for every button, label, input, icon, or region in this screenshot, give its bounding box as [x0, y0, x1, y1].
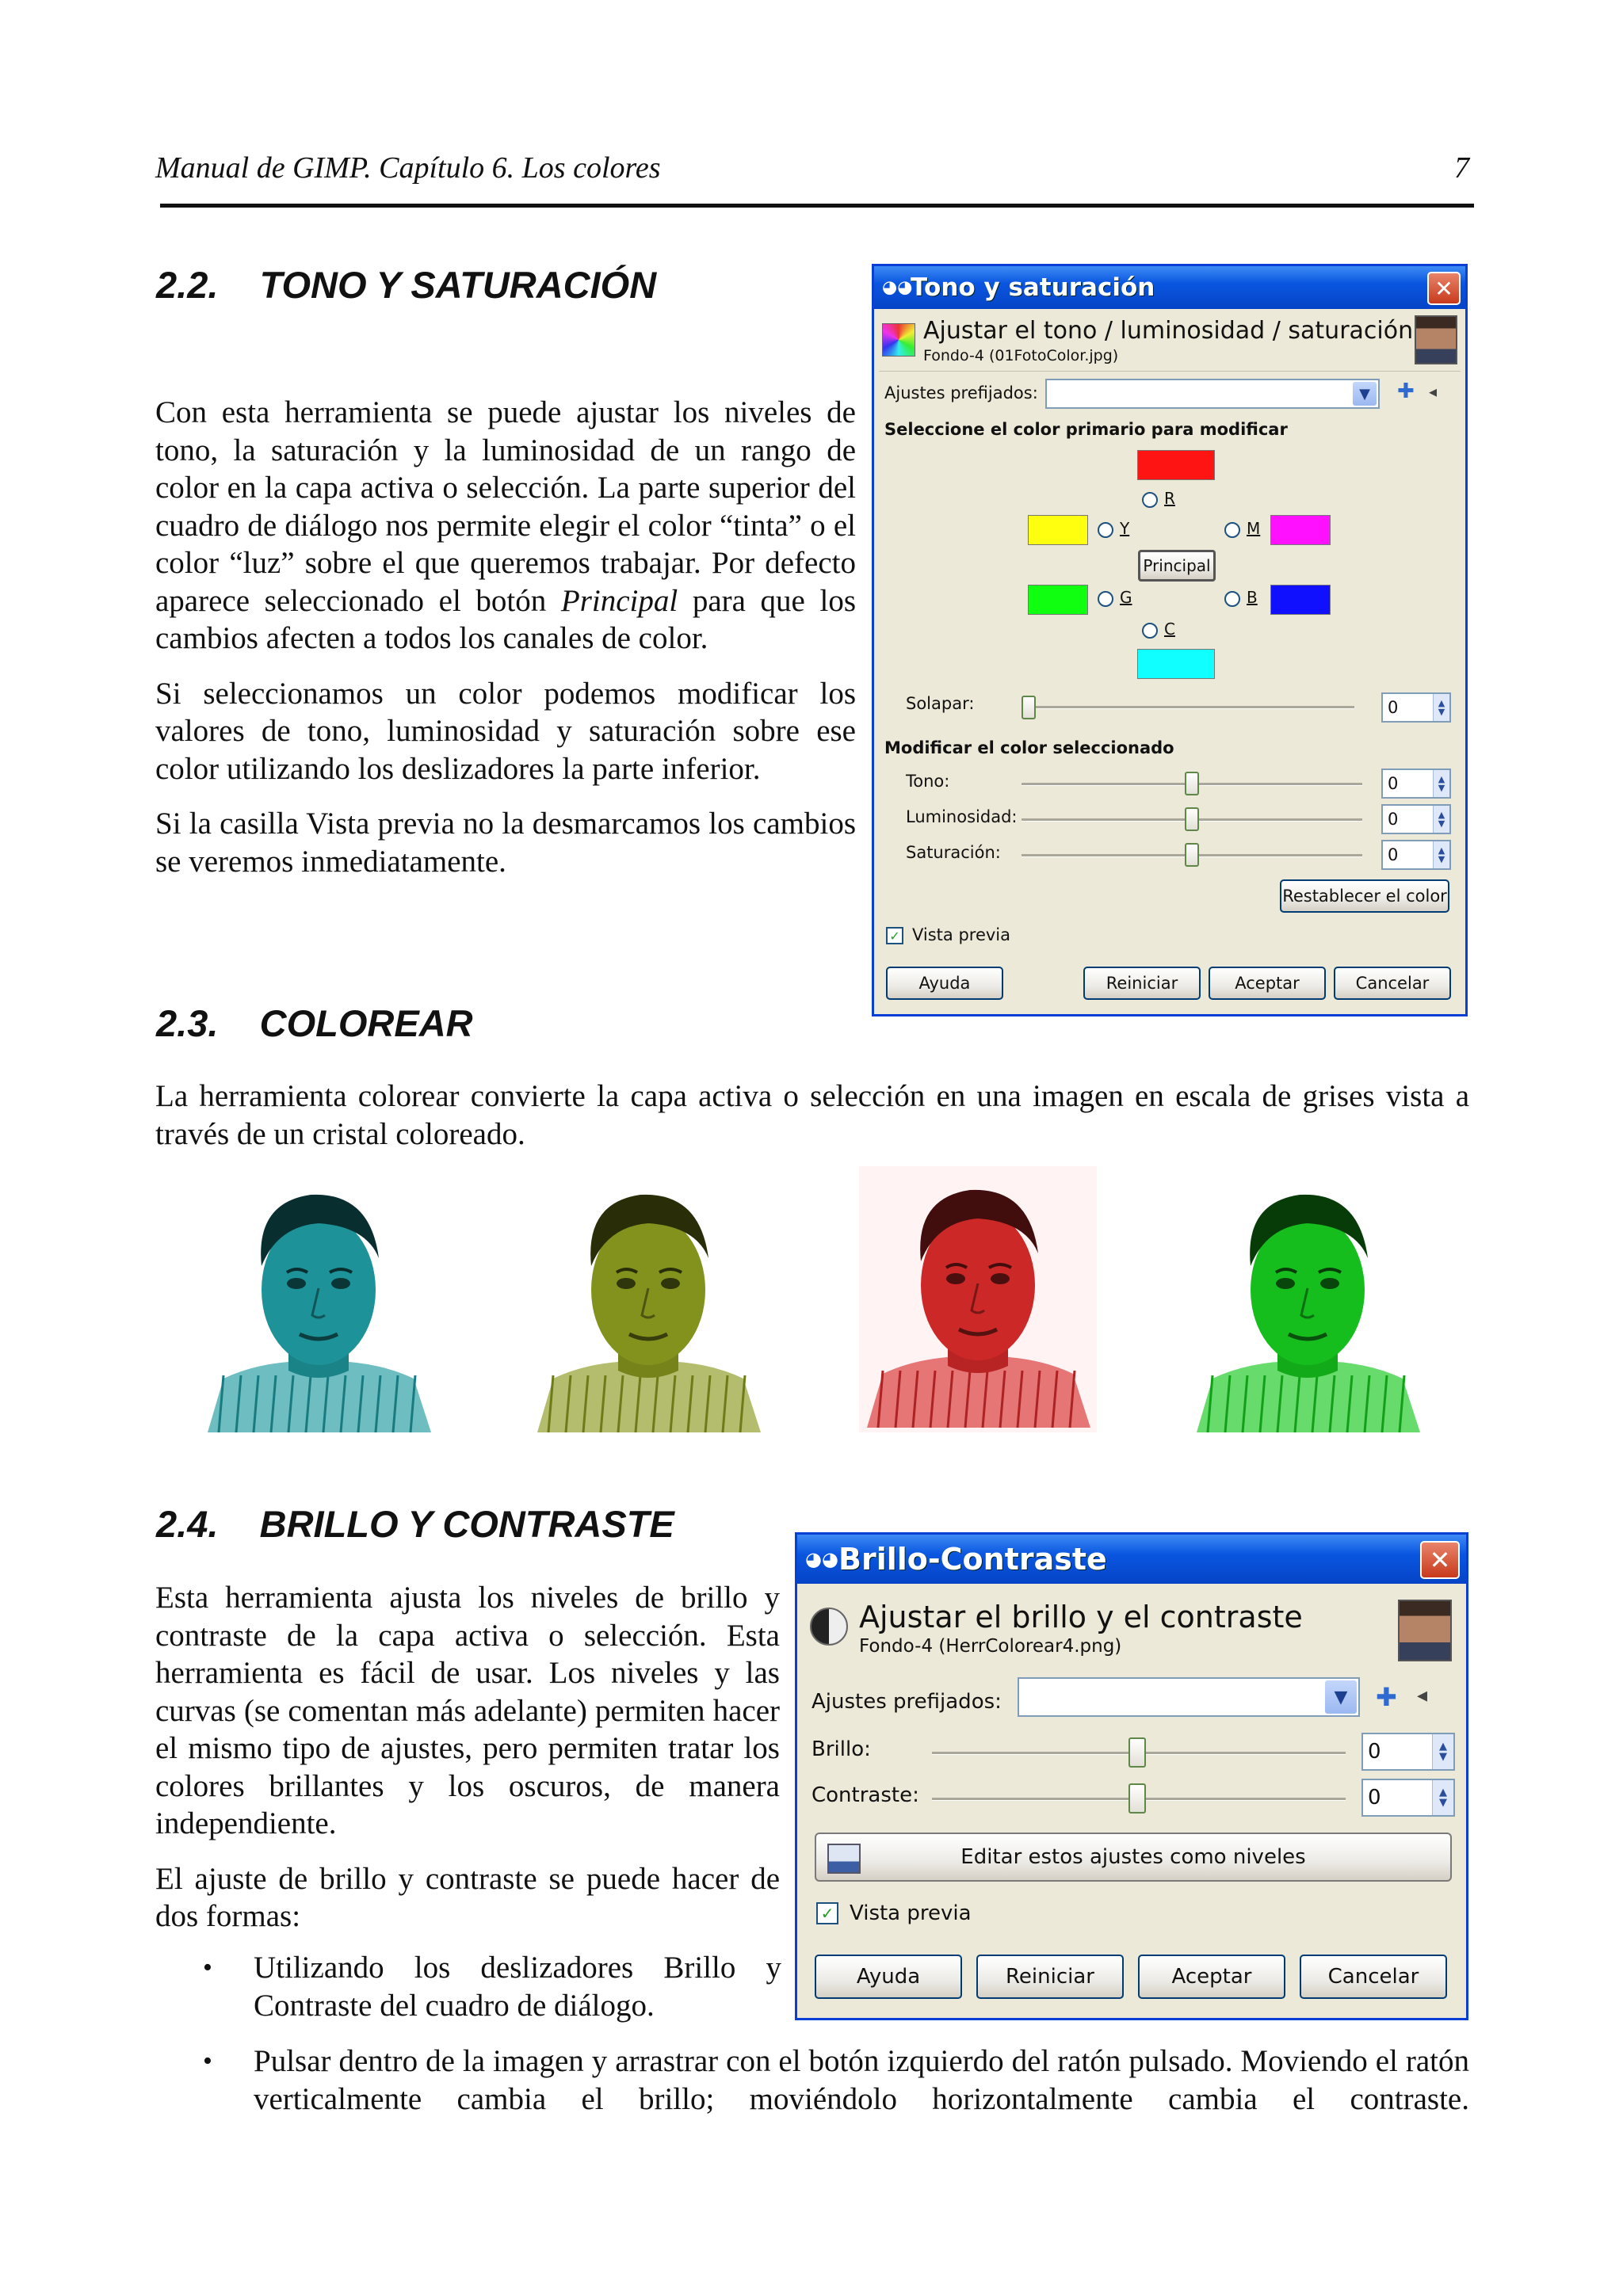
- section-title: COLOREAR: [259, 1002, 473, 1044]
- bullet-icon: •: [203, 2046, 212, 2076]
- left-eye: [1276, 1278, 1295, 1289]
- reset-button[interactable]: [1083, 967, 1201, 1000]
- lightness-slider-thumb[interactable]: [1185, 807, 1199, 831]
- section-number: 2.4.: [156, 1503, 219, 1545]
- button-label: Editar estos ajustes como niveles: [960, 1845, 1306, 1869]
- bullet-text: Utilizando los deslizadores Brillo y Contraste del cuadro de diálogo.: [254, 1951, 781, 2023]
- section-2-4-heading: [156, 1502, 674, 1546]
- levels-icon: [827, 1844, 861, 1874]
- reset-button[interactable]: [976, 1955, 1124, 1999]
- spin-arrows-icon: ▲ ▼: [1433, 806, 1449, 833]
- radio-c-label: C: [1164, 620, 1175, 639]
- dialog-heading: Ajustar el tono / luminosidad / saturación: [923, 317, 1414, 345]
- dialog-title: Tono y saturación: [911, 273, 1155, 302]
- spin-arrows-icon: ▲ ▼: [1433, 694, 1449, 721]
- text-span: Con esta herramienta se puede ajustar los niveles de tono, la saturación y la luminosidad de un rango de color en la capa activa o selección. La parte superior del cuadro de diálogo nos permite elegir el color “tinta” o el color “luz” sobre el que queremos trabajar. Por defecto aparece seleccionado el botón: [155, 395, 856, 618]
- colorized-portrait-red: [859, 1166, 1097, 1432]
- hue-spinbox[interactable]: [1381, 769, 1451, 799]
- section-2-3-heading: [156, 1001, 473, 1045]
- presets-label: Ajustes prefijados:: [812, 1690, 1002, 1714]
- section-title: BRILLO Y CONTRASTE: [259, 1503, 674, 1545]
- right-eye: [1320, 1278, 1339, 1289]
- saturation-spinbox[interactable]: [1381, 840, 1451, 870]
- bullet-icon: •: [203, 1953, 212, 1982]
- modify-color-label: Modificar el color seleccionado: [884, 738, 1174, 757]
- add-preset-icon[interactable]: ✚: [1376, 1682, 1397, 1712]
- button-label: Aceptar: [1171, 1965, 1252, 1989]
- lightness-spinbox[interactable]: [1381, 804, 1451, 834]
- spin-value: 0: [1368, 1786, 1381, 1810]
- left-eye: [287, 1278, 306, 1289]
- page-number: 7: [1454, 151, 1469, 185]
- overlap-slider-thumb[interactable]: [1022, 696, 1036, 719]
- dialog-header: [804, 1590, 1460, 1663]
- header-rule: [160, 204, 1474, 208]
- saturation-label: Saturación:: [906, 843, 1001, 862]
- ok-button[interactable]: [1138, 1955, 1285, 1999]
- spin-value: 0: [1388, 810, 1399, 829]
- chevron-down-icon: ▼: [1325, 1680, 1357, 1714]
- left-eye: [946, 1273, 965, 1284]
- contrast-label: Contraste:: [812, 1783, 919, 1807]
- brightness-label: Brillo:: [812, 1737, 871, 1761]
- hue-saturation-dialog: [872, 264, 1468, 1016]
- preview-label: Vista previa: [850, 1901, 972, 1925]
- select-color-label: Seleccione el color primario para modificar: [884, 420, 1288, 439]
- gimp-icon: ◕◕: [882, 277, 913, 298]
- swatch-green: [1028, 585, 1088, 615]
- right-eye: [661, 1278, 680, 1289]
- contrast-slider-thumb[interactable]: [1128, 1783, 1146, 1814]
- button-label: Aceptar: [1235, 974, 1300, 993]
- radio-y-label: Y: [1120, 519, 1130, 538]
- swatch-yellow: [1028, 515, 1088, 545]
- principal-button-label: Principal: [1143, 556, 1211, 575]
- radio-r-label: R: [1164, 489, 1175, 508]
- right-eye: [331, 1278, 350, 1289]
- right-eye: [991, 1273, 1010, 1284]
- text-span: para que los cambios afecten a todos los canales de color.: [155, 583, 856, 655]
- button-label: Cancelar: [1327, 1965, 1419, 1989]
- cancel-button[interactable]: [1334, 967, 1451, 1000]
- image-thumbnail: [1415, 315, 1457, 364]
- portrait-image: [200, 1171, 437, 1432]
- overlap-track: [1022, 706, 1354, 709]
- cancel-button[interactable]: [1300, 1955, 1447, 1999]
- section-number: 2.3.: [156, 1002, 219, 1044]
- presets-combo[interactable]: [1018, 1677, 1360, 1717]
- spin-value: 0: [1388, 698, 1399, 717]
- radio-m[interactable]: [1224, 522, 1240, 538]
- brightness-spinbox[interactable]: [1361, 1733, 1455, 1771]
- hue-slider-thumb[interactable]: [1185, 772, 1199, 795]
- hue-saturation-icon: [882, 323, 915, 357]
- paragraph: El ajuste de brillo y contraste se puede hacer de dos formas:: [155, 1861, 780, 1933]
- swatch-cyan: [1137, 649, 1215, 679]
- button-label: Cancelar: [1355, 974, 1430, 993]
- checkmark-icon: ✓: [820, 1904, 834, 1923]
- spin-value: 0: [1368, 1740, 1381, 1764]
- contrast-spinbox[interactable]: [1361, 1779, 1455, 1817]
- dialog-titlebar: [797, 1535, 1466, 1584]
- paragraph: Si seleccionamos un color podemos modificar los valores de tono, luminosidad y saturación sobre ese color utilizando los deslizadores la parte inferior.: [155, 676, 856, 786]
- button-label: Ayuda: [856, 1965, 921, 1989]
- colorized-portrait-olive: [529, 1171, 767, 1432]
- close-icon: ✕: [1429, 1545, 1451, 1575]
- spin-arrows-icon: ▲ ▼: [1433, 770, 1449, 797]
- colorized-portrait-green: [1189, 1171, 1426, 1432]
- chevron-down-icon: ▼: [1353, 382, 1377, 406]
- checkmark-icon: ✓: [889, 928, 900, 944]
- paragraph: Si la casilla Vista previa no la desmarcamos los cambios se veremos inmediatamente.: [155, 807, 856, 879]
- presets-label: Ajustes prefijados:: [884, 383, 1038, 402]
- emphasis-principal: Principal: [560, 583, 678, 618]
- preset-menu-icon[interactable]: ◂: [1429, 382, 1438, 401]
- overlap-spinbox[interactable]: [1381, 692, 1451, 723]
- preset-menu-icon[interactable]: ◂: [1417, 1684, 1428, 1707]
- button-label: Reiniciar: [1006, 1965, 1094, 1989]
- brightness-slider-thumb[interactable]: [1128, 1737, 1146, 1768]
- dialog-heading: Ajustar el brillo y el contraste: [859, 1600, 1303, 1634]
- colorized-portrait-cyan: [200, 1171, 437, 1432]
- dialog-title: Brillo-Contraste: [838, 1542, 1107, 1577]
- brightness-contrast-dialog: [795, 1532, 1468, 2020]
- gimp-icon: ◕◕: [805, 1548, 838, 1570]
- radio-y[interactable]: [1098, 522, 1113, 538]
- section-title: TONO Y SATURACIÓN: [259, 264, 657, 306]
- section-2-3-text: La herramienta colorear convierte la capa activa o selección en una imagen en escala de grises vista a través de un cristal coloreado.: [155, 1079, 1469, 1151]
- bullet-item: [155, 2042, 1469, 2118]
- button-label: Restablecer el color: [1282, 887, 1447, 906]
- portrait-image: [1189, 1171, 1426, 1432]
- lightness-label: Luminosidad:: [906, 807, 1018, 826]
- dialog-titlebar: [874, 266, 1465, 309]
- radio-r[interactable]: [1142, 492, 1158, 508]
- help-button[interactable]: [886, 967, 1003, 1000]
- portrait-image: [529, 1171, 767, 1432]
- swatch-blue: [1270, 585, 1331, 615]
- presets-combo[interactable]: [1045, 379, 1380, 409]
- preview-checkbox[interactable]: [816, 1902, 838, 1924]
- running-header: Manual de GIMP. Capítulo 6. Los colores: [155, 151, 661, 185]
- bullet-text: Pulsar dentro de la imagen y arrastrar con el botón izquierdo del ratón pulsado. Moviendo el ratón verticalmente cambia el brillo; moviéndolo horizontalmente cambia el contraste.: [254, 2044, 1469, 2116]
- button-label: Ayuda: [918, 974, 971, 993]
- help-button[interactable]: [815, 1955, 962, 1999]
- saturation-slider-thumb[interactable]: [1185, 843, 1199, 867]
- section-2-2-text: [155, 394, 856, 880]
- left-eye: [617, 1278, 636, 1289]
- spin-arrows-icon: ▲ ▼: [1432, 1734, 1453, 1769]
- reset-color-button[interactable]: [1280, 879, 1449, 913]
- image-thumbnail: [1398, 1600, 1452, 1661]
- spin-value: 0: [1388, 845, 1399, 864]
- paragraph: Esta herramienta ajusta los niveles de brillo y contraste de la capa activa o selección. Esta herramienta es fácil de usar. Los niveles y las curvas (se comentan más adelante) permiten hacer el mismo tipo de ajustes, pero permiten tratar los colores brillantes y los oscuros, de manera independiente.: [155, 1581, 780, 1840]
- portrait-image: [859, 1166, 1097, 1432]
- radio-g-label: G: [1120, 588, 1132, 607]
- spin-value: 0: [1388, 774, 1399, 793]
- radio-b-label: B: [1247, 588, 1258, 607]
- edit-as-levels-button[interactable]: [815, 1833, 1452, 1882]
- principal-button[interactable]: [1138, 550, 1216, 582]
- dialog-subheading: Fondo-4 (HerrColorear4.png): [859, 1636, 1122, 1657]
- spin-arrows-icon: ▲ ▼: [1433, 841, 1449, 868]
- radio-b[interactable]: [1224, 591, 1240, 607]
- brightness-contrast-icon: [810, 1608, 848, 1646]
- close-icon: ✕: [1434, 275, 1453, 302]
- ok-button[interactable]: [1209, 967, 1326, 1000]
- preview-label: Vista previa: [912, 925, 1011, 944]
- close-button[interactable]: [1427, 272, 1461, 305]
- section-2-4-text: [155, 1579, 780, 1936]
- radio-c[interactable]: [1142, 623, 1158, 639]
- preview-checkbox[interactable]: [886, 927, 903, 944]
- radio-m-label: M: [1247, 519, 1261, 538]
- spin-arrows-icon: ▲ ▼: [1432, 1780, 1453, 1815]
- swatch-magenta: [1270, 515, 1331, 545]
- close-button[interactable]: [1420, 1541, 1460, 1579]
- add-preset-icon[interactable]: ✚: [1397, 379, 1415, 403]
- button-label: Reiniciar: [1106, 974, 1178, 993]
- swatch-red: [1137, 450, 1215, 480]
- radio-g[interactable]: [1098, 591, 1113, 607]
- overlap-label: Solapar:: [906, 694, 975, 713]
- section-2-2-heading: [156, 263, 656, 307]
- dialog-header: [879, 314, 1461, 372]
- bullet-item: [155, 1949, 781, 2024]
- hue-label: Tono:: [906, 772, 950, 791]
- section-number: 2.2.: [156, 264, 219, 306]
- paragraph: [155, 394, 856, 658]
- dialog-subheading: Fondo-4 (01FotoColor.jpg): [923, 347, 1119, 364]
